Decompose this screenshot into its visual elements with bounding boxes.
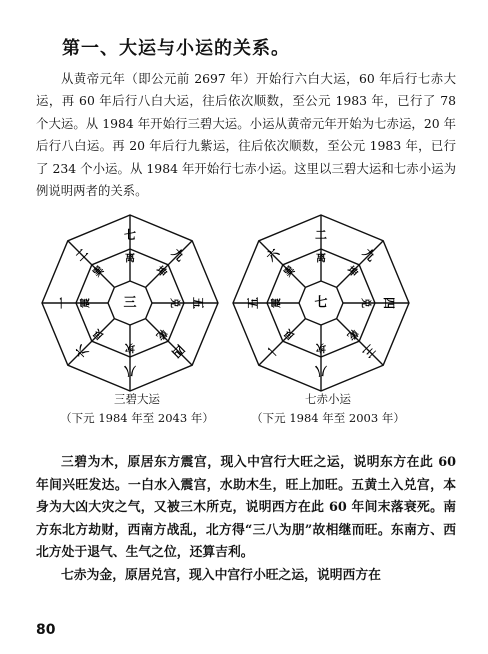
diagram-qi-chi-xiao-yun <box>232 214 410 396</box>
star-number-label: 五 <box>191 296 205 310</box>
bagua-octagon-diagram <box>232 214 410 392</box>
caption-period: （下元 1984 年至 2043 年） <box>60 411 214 425</box>
page-number: 80 <box>36 622 56 638</box>
trigram-label: 震 <box>80 298 92 308</box>
star-number-label: 九 <box>359 245 379 265</box>
star-number-label: 八 <box>314 364 328 378</box>
body-paragraphs <box>36 452 456 588</box>
intro-paragraph <box>36 68 456 202</box>
body-paragraph: 七赤为金，原居兑宫，现入中宫行小旺之运，说明西方在 <box>61 567 381 583</box>
diagram-caption-2 <box>228 390 428 428</box>
trigram-label: 坎 <box>316 341 326 353</box>
body-paragraph: 三碧为木，原居东方震宫，现入中宫行大旺之运，说明东方在此 60 年间兴旺发达。一白水入震宫，水助木生，旺上加旺。五黄土入兑宫，本身为大凶大灾之气，又被三木所克，说明西方在此 60 年间末落衰死。南方东北方劫财，西南方战乱，北方得“三八为朋”故相继而旺。东南方、西北方处于退气、生气之位，还算吉利。 <box>36 455 456 561</box>
caption-title: 三碧大运 <box>114 392 160 406</box>
diagram-san-bi-da-yun <box>41 214 219 396</box>
star-number-label: 六 <box>72 341 92 361</box>
trigram-label: 巽 <box>91 264 107 280</box>
trigram-label: 乾 <box>153 326 169 342</box>
star-number-label: 五 <box>246 296 260 310</box>
center-number: 三 <box>123 295 137 311</box>
caption-period: （下元 1984 年至 2003 年） <box>251 411 405 425</box>
star-number-label: 一 <box>263 341 283 361</box>
intro-text: 从黄帝元年（即公元前 2697 年）开始行六白大运，60 年后行七赤大运，再 60 年后行八白大运，往后依次顺数，至公元 1983 年，已行了 78 个大运。从 1984 年开始行三碧大运。小运从黄帝元年开始为七赤运，20 年后行八白运。再 20 年后行九紫运，往后依次顺数，至公元 1983 年，已行了 234 个小运。从 1984 年开始行七赤小运。这里以三碧大运和七赤小运为例说明两者的关系。 <box>36 71 456 199</box>
trigram-label: 离 <box>125 253 135 265</box>
bagua-octagon-diagram <box>41 214 219 392</box>
trigram-label: 艮 <box>91 326 107 342</box>
trigram-label: 坤 <box>344 264 360 280</box>
trigram-label: 巽 <box>282 264 298 280</box>
star-number-label: 一 <box>55 296 69 310</box>
star-number-label: 四 <box>382 296 396 310</box>
section-heading: 第一、大运与小运的关系。 <box>62 38 290 59</box>
star-number-label: 六 <box>263 245 283 265</box>
trigram-label: 坎 <box>125 341 135 353</box>
star-number-label: 七 <box>123 228 137 242</box>
star-number-label: 二 <box>72 245 92 265</box>
trigram-label: 乾 <box>344 326 360 342</box>
star-number-label: 三 <box>359 341 379 361</box>
star-number-label: 八 <box>123 364 137 378</box>
trigram-label: 兑 <box>168 298 180 308</box>
trigram-label: 坤 <box>153 264 169 280</box>
trigram-label: 兑 <box>359 298 371 308</box>
star-number-label: 九 <box>168 245 188 265</box>
star-number-label: 四 <box>168 341 188 361</box>
diagram-caption-1 <box>37 390 237 428</box>
center-number: 七 <box>314 295 328 311</box>
trigram-label: 艮 <box>282 326 298 342</box>
caption-title: 七赤小运 <box>305 392 351 406</box>
star-number-label: 二 <box>314 228 328 242</box>
trigram-label: 震 <box>271 298 283 308</box>
trigram-label: 离 <box>316 253 326 265</box>
